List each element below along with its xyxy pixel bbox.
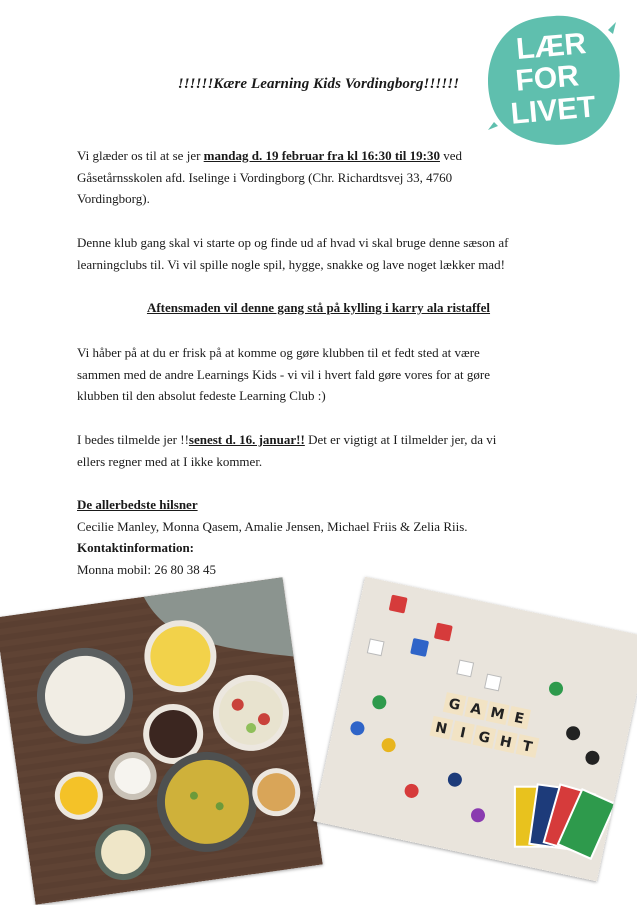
game-night-photo <box>313 577 637 882</box>
tile-a-letter: A <box>468 700 483 719</box>
intro-paragraph <box>77 145 547 210</box>
tile-m <box>486 701 510 725</box>
logo-text-line3: LIVET <box>509 90 597 131</box>
signup-text-post: Det er vigtigt at I tilmelder jer, da vi <box>304 432 497 447</box>
signatures: Cecilie Manley, Monna Qasem, Amalie Jensen, Michael Friis & Zelia Riis. <box>77 518 468 534</box>
intro-line-3: Vordingborg). <box>77 191 150 206</box>
signup-line-2: ellers regner med at I ikke kommer. <box>77 453 263 469</box>
tile-g2-letter: G <box>476 728 492 747</box>
club-paragraph <box>77 342 547 407</box>
contact-heading: Kontaktinformation: <box>77 540 194 555</box>
tile-i-letter: I <box>458 724 467 742</box>
greeting-block <box>77 494 547 580</box>
tile-a <box>464 697 488 721</box>
page-title: !!!!!!Kære Learning Kids Vordingborg!!!!!! <box>177 76 460 92</box>
signup-paragraph <box>77 429 547 472</box>
food-photo <box>0 577 323 905</box>
tile-g-letter: G <box>447 695 462 714</box>
intro-text-post: ved <box>439 148 462 163</box>
club-line-1: Vi håber på at du er frisk på at komme og gøre klubben til et fedt sted at være <box>77 345 480 360</box>
event-date-time: mandag d. 19 februar fra kl 16:30 til 19:30 <box>203 148 440 163</box>
tile-e <box>507 706 531 730</box>
tile-t-letter: T <box>520 738 534 756</box>
season-paragraph <box>77 232 547 275</box>
tile-h <box>494 730 518 754</box>
food-photo-drawing <box>0 577 323 905</box>
signup-text-pre: I bedes tilmelde jer !! <box>77 432 189 447</box>
game-night-drawing <box>313 577 637 882</box>
club-line-3: klubben til den absolut fedeste Learning Club :) <box>77 388 326 403</box>
tile-t <box>516 734 540 758</box>
contact-phone: Monna mobil: 26 80 38 45 <box>77 561 217 577</box>
dinner-heading <box>0 297 637 319</box>
tile-i <box>451 720 475 744</box>
signup-deadline: senest d. 16. januar!! <box>188 432 305 447</box>
intro-line-2: Gåsetårnsskolen afd. Iselinge i Vordingborg (Chr. Richardtsvej 33, 4760 <box>77 169 453 185</box>
tile-g2 <box>473 725 497 749</box>
intro-text-pre: Vi glæder os til at se jer <box>77 148 204 163</box>
tile-g <box>443 692 467 716</box>
intro-line-1 <box>77 145 547 167</box>
tile-m-letter: M <box>488 704 506 724</box>
season-line-2: learningclubs til. Vi vil spille nogle spil, hygge, snakke og lave noget lækker mad! <box>77 256 505 272</box>
logo-text-line1: LÆR <box>514 27 588 67</box>
tile-n <box>430 716 454 740</box>
season-line-1: Denne klub gang skal vi starte op og finde ud af hvad vi skal bruge denne sæson af <box>77 235 509 250</box>
dinner-heading-text: Aftensmaden vil denne gang stå på kylling i karry ala ristaffel <box>146 300 491 315</box>
signup-line-1 <box>77 429 547 451</box>
greeting-heading: De allerbedste hilsner <box>77 497 198 512</box>
club-line-2: sammen med de andre Learnings Kids - vi vil i hvert fald gøre vores for at gøre <box>77 366 490 382</box>
tile-e-letter: E <box>512 709 526 728</box>
tile-n-letter: N <box>433 719 449 738</box>
tile-h-letter: H <box>498 733 514 752</box>
logo-text-line2: FOR <box>514 59 581 98</box>
